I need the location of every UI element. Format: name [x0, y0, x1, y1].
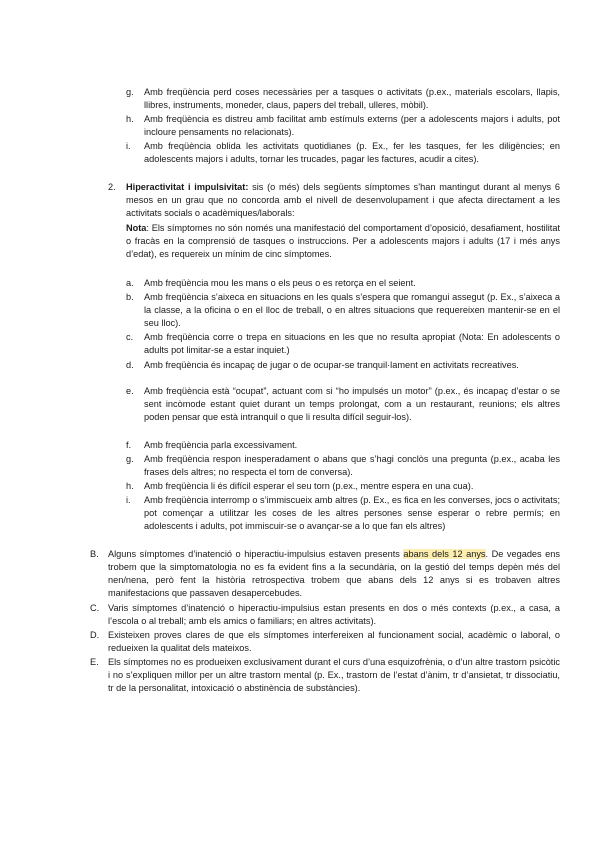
list-item-2d	[126, 359, 560, 372]
criteria-d-text: Existeixen proves clares de que els símptomes interfereixen al funcionament social, acadèmic o laboral, o redueixen la qualitat dels mateixos.	[108, 630, 560, 654]
list-marker: i.	[126, 495, 131, 505]
list-text: Amb freqüència s’aixeca en situacions en les quals s’espera que romangui assegut (p. Ex., s’aixeca a la classe, a la oficina o en el lloc de treball, o en altres situacions que requereixen mantenir-se en el seu lloc).	[144, 292, 560, 329]
list-item-1i	[126, 140, 560, 166]
list-text: Amb freqüència mou les mans o els peus o es retorça en el seient.	[144, 278, 416, 288]
criteria-item-2-text	[126, 181, 560, 220]
list-text: Amb freqüència corre o trepa en situacions en les que no resulta apropiat (Nota: En adolescents o adults pot limitar-se a estar inquiet.)	[144, 332, 560, 356]
list-marker: D.	[90, 630, 100, 640]
list-item-1g	[126, 86, 560, 112]
list-item-1h	[126, 113, 560, 139]
list-item-2f	[126, 439, 560, 452]
criteria-item-2	[108, 181, 560, 220]
list-item-2g	[126, 453, 560, 479]
list-text: Amb freqüència respon inesperadament o abans que s’hagi conclòs una pregunta (p.ex., acaba les frases dels altres; no respecta el torn de conversa).	[144, 454, 560, 478]
list-text: Amb freqüència perd coses necessàries per a tasques o activitats (p.ex., materials escolars, llapis, llibres, instruments, moneder, claus, papers del treball, ulleres, mòbil).	[144, 87, 560, 111]
list-item-2e	[126, 385, 560, 424]
list-text: Amb freqüència està “ocupat”, actuant com si “ho impulsés un motor” (p.ex., és incapaç d’estar o se sent incòmode estant quiet durant un temps prolongat, com a un restaurant, reunions; els altres poden pensar que està intranquil o que li resulta difícil seguir-los).	[144, 386, 560, 423]
criteria-item-2-note	[126, 222, 560, 261]
list-text: Amb freqüència li és difícil esperar el seu torn (p.ex., mentre espera en una cua).	[144, 481, 474, 491]
criteria-item-d	[90, 629, 560, 655]
criteria-b-text-start: Alguns símptomes d’inatenció o hiperactiu-impulsius estaven presents	[108, 549, 404, 559]
list-marker: d.	[126, 360, 134, 370]
list-text: Amb freqüència oblida les activitats quotidianes (p. Ex., fer les tasques, fer les diligències; en adolescents majors i adults, tornar les trucades, pagar les factures, acudir a cites).	[144, 141, 560, 165]
list-marker: g.	[126, 87, 134, 97]
criteria-item-e	[90, 656, 560, 695]
criteria-e-text: Els símptomes no es produeixen exclusivament durant el curs d’una esquizofrènia, o d’un altre trastorn psicòtic i no s’expliquen millor per un altre trastorn mental (p. Ex., trastorn de l’estat d’ànim, tr d’ansietat, tr dissociatiu, tr de la personalitat, intoxicació o abstinència de substàncies).	[108, 657, 560, 694]
list-text: Amb freqüència es distreu amb facilitat amb estímuls externs (per a adolescents majors i adults, pot incloure pensaments no relacionats).	[144, 114, 560, 138]
list-marker: c.	[126, 332, 134, 342]
list-text: Amb freqüència parla excessivament.	[144, 440, 298, 450]
highlighted-text: abans dels 12 anys	[403, 549, 486, 559]
list-marker: h.	[126, 114, 134, 124]
list-item-2a	[126, 277, 560, 290]
list-text: Amb freqüència interromp o s’immiscueix amb altres (p. Ex., es fica en les converses, jocs o activitats; pot començar a utilitzar les coses de les altres persones sense esperar o rebre permís; en adolescents i adults, pot immiscuir-se o avançar-se a lo que fan els altres)	[144, 495, 560, 532]
list-marker: i.	[126, 141, 131, 151]
list-marker: b.	[126, 292, 134, 302]
list-item-2b	[126, 291, 560, 330]
note-label: Nota	[126, 223, 147, 233]
list-item-2i	[126, 494, 560, 533]
criteria-item-2-title: Hiperactivitat i impulsivitat:	[126, 182, 249, 192]
list-text: Amb freqüència és incapaç de jugar o de ocupar-se tranquil·lament en activitats recreatives.	[144, 360, 519, 370]
criteria-item-c	[90, 602, 560, 628]
list-item-2c	[126, 331, 560, 357]
criteria-c-text: Varis símptomes d’inatenció o hiperactiu-impulsius estan presents en dos o més contexts (p.ex., a casa, a l’escola o al treball; amb els amics o familiars; en altres activitats).	[108, 603, 560, 627]
list-marker: C.	[90, 603, 100, 613]
list-marker: f.	[126, 440, 132, 450]
list-marker: e.	[126, 386, 134, 396]
list-marker: a.	[126, 278, 134, 288]
list-item-2h	[126, 480, 560, 493]
list-marker: h.	[126, 481, 134, 491]
criteria-item-b	[90, 548, 560, 600]
note-text: : Els símptomes no són només una manifestació del comportament d’oposició, desafiament, hostilitat o fracàs en la comprensió de tasques o instruccions. Per a adolescents majors i adults (17 i més anys d’edat), es requereix un mínim de cinc símptomes.	[126, 223, 560, 260]
criteria-item-2-body: sis (o més) dels següents símptomes s’han mantingut durant al menys 6 mesos en un grau que no concorda amb el nivell de desenvolupament i que afecta directament a les activitats socials o acadèmiques/laborals:	[126, 182, 560, 219]
list-marker: g.	[126, 454, 134, 464]
list-marker: 2.	[108, 182, 116, 192]
list-marker: E.	[90, 657, 99, 667]
list-marker: B.	[90, 549, 99, 559]
criteria-b-text-end: . De vegades ens trobem que la simptomatologia no es fa evident fins a la secundària, on la gestió del temps depèn més del nen/nena, però fent la història retrospectiva trobem que abans dels 12 anys si es trobaven altres manifestacions que passaven desapercebudes.	[108, 549, 560, 599]
